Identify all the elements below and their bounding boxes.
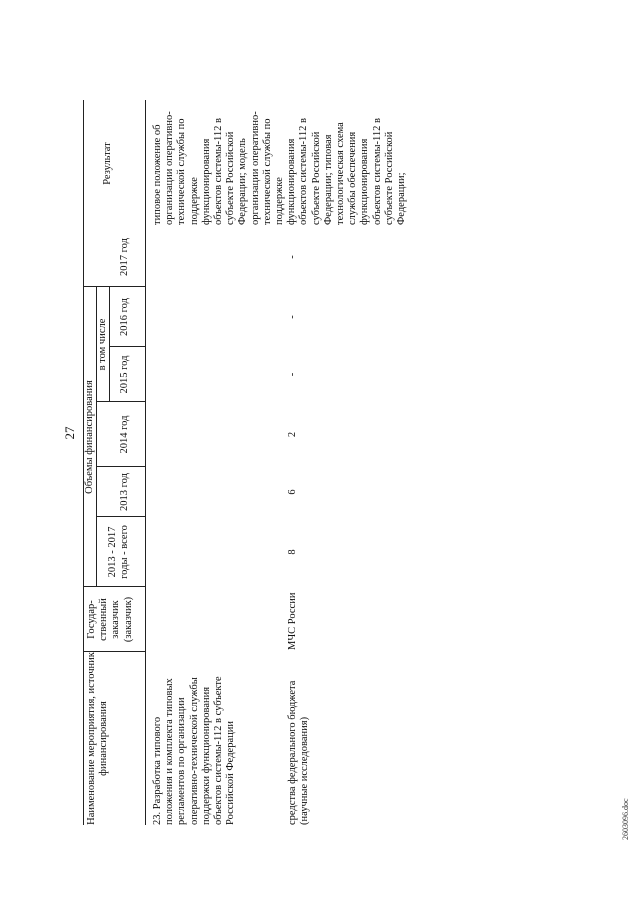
header-2015: 2015 год bbox=[119, 355, 130, 394]
header-name: Наименование мероприятия, источник финансирования bbox=[86, 652, 110, 825]
rotated-table-sheet bbox=[62, 50, 630, 840]
header-bottom-border bbox=[145, 100, 146, 825]
header-customer: Государ-ственный заказчик (заказчик) bbox=[86, 596, 134, 643]
header-volumes: Объемы финансирования bbox=[84, 380, 95, 494]
row2-customer: МЧС России bbox=[287, 592, 298, 650]
row2-2014: 2 bbox=[287, 431, 298, 438]
row2-2016: - bbox=[287, 315, 298, 319]
row2-2015: - bbox=[287, 372, 298, 377]
header-2014: 2014 год bbox=[119, 415, 130, 454]
header-2013: 2013 год bbox=[119, 473, 130, 511]
page-number: 27 bbox=[62, 426, 77, 440]
footer-filename: 2603096.doc bbox=[621, 798, 630, 840]
row2-2017: - bbox=[287, 255, 298, 259]
row2-total: 8 bbox=[287, 549, 298, 555]
row2-2013: 6 bbox=[287, 489, 298, 495]
header-result: Результат bbox=[102, 142, 113, 185]
row1-name: 23. Разработка типового положения и комплекта типовых регламентов по организации оперативно-технической службы поддержки функционирования объектов системы-112 в субъекте Российской Федерации bbox=[152, 676, 237, 825]
result-text: типовое положение об организации оперативно-технической службы по поддержке функционирования объектов системы-112 в субъекте Российской Федерации; модель организации оперативно-технической службы по поддержке функционирования объектов системы-112 в субъекте Российской Федерации; типовая технологическая схема службы обеспечения функционирования объектов системы-112 в субъекте Российской Федерации; bbox=[152, 111, 408, 225]
header-2017: 2017 год bbox=[119, 238, 130, 276]
header-in-that-number: в том числе bbox=[97, 318, 108, 371]
row2-name: средства федерального бюджета (научные исследования) bbox=[287, 680, 311, 825]
header-total: 2013 - 2017 годы - всего bbox=[107, 525, 131, 579]
header-2016: 2016 год bbox=[119, 298, 130, 336]
